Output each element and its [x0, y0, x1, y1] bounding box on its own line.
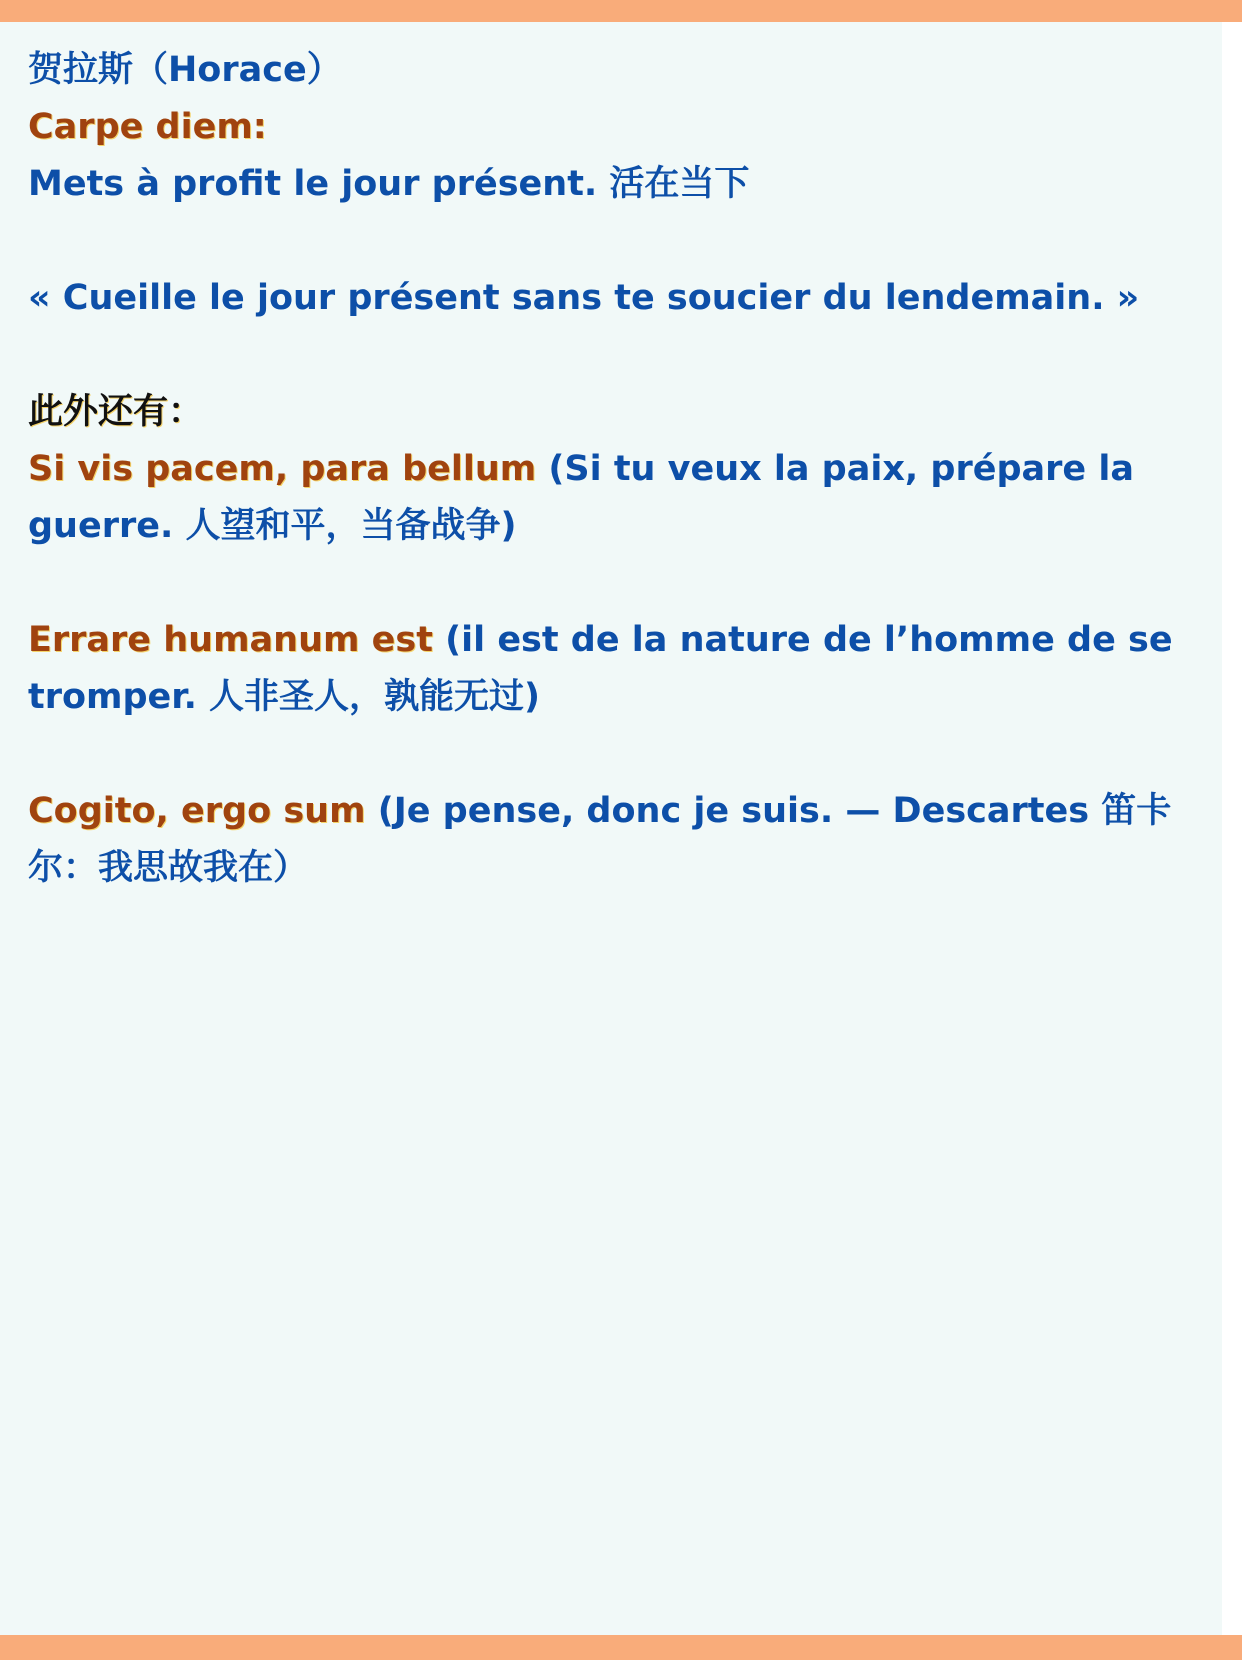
proverb-item	[28, 441, 1208, 555]
proverb-item	[28, 612, 1208, 726]
top-accent-bar	[0, 0, 1242, 22]
proverb-translation: (Si tu veux la paix, prépare la guerre. 人望和平，当备战争)	[28, 449, 1134, 546]
spacer	[28, 555, 1208, 612]
also-heading: 此外还有：	[28, 392, 204, 432]
proverb-latin: Errare humanum est	[28, 620, 433, 660]
proverb-item	[28, 783, 1208, 897]
proverb-latin: Si vis pacem, para bellum	[28, 449, 537, 489]
spacer	[28, 726, 1208, 783]
proverb-translation: (Je pense, donc je suis. — Descartes 笛卡尔：我思故我在）	[28, 791, 1172, 888]
spacer	[28, 327, 1208, 384]
page-title: 贺拉斯（Horace）	[28, 50, 342, 90]
horace-quote: « Cueille le jour présent sans te soucier du lendemain. »	[28, 278, 1140, 318]
proverb-translation: (il est de la nature de l’homme de se tromper. 人非圣人，孰能无过)	[28, 620, 1173, 717]
document-body	[28, 42, 1208, 897]
carpe-diem-latin: Carpe diem:	[28, 107, 267, 147]
carpe-diem-translation: Mets à profit le jour présent. 活在当下	[28, 164, 750, 204]
bottom-accent-bar	[0, 1635, 1242, 1660]
proverb-latin: Cogito, ergo sum	[28, 791, 366, 831]
spacer	[28, 213, 1208, 270]
